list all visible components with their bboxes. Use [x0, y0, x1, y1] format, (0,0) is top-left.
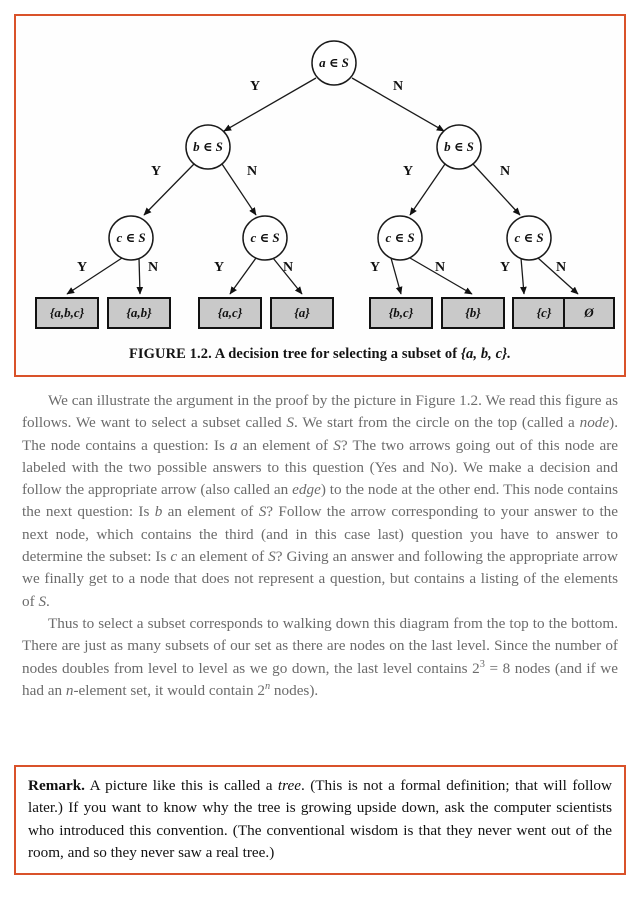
text-run: nodes). [270, 681, 319, 699]
text-run-italic: edge [292, 481, 321, 499]
leaf-b [442, 298, 504, 328]
text-run-italic: a [230, 436, 238, 454]
edge-c3-yes [370, 258, 401, 294]
text-run-italic: n [65, 681, 74, 699]
node-a-in-s [312, 41, 356, 85]
remark-label: Remark. [28, 777, 85, 794]
edge-label-n: N [499, 164, 511, 180]
text-run-italic: S [258, 503, 267, 521]
text-run-italic: S [38, 592, 47, 610]
node-label: c ∈ S [116, 229, 146, 245]
node-c-in-s-2 [243, 216, 287, 260]
leaf-empty-set [564, 298, 614, 328]
text-run-italic: S [333, 436, 341, 454]
edge-c2-yes [214, 258, 256, 294]
leaf-ac [199, 298, 261, 328]
edge-c1-yes [67, 258, 122, 294]
edge-c3-no [410, 258, 472, 294]
edge-label-y: Y [249, 79, 261, 95]
leaf-label: {a} [294, 304, 310, 320]
figure-box [14, 14, 626, 377]
exponent-n: n [264, 680, 271, 692]
edge-root-yes [224, 78, 316, 131]
node-c-in-s-1 [109, 216, 153, 260]
text-run: ? The two arrows going out of this node are labeled with the two possible answers to this question (Yes and No). We make a decision and follow the appropriate arrow (also called an [22, 436, 618, 499]
node-b-in-s-left [186, 125, 230, 169]
text-run-italic: b [154, 503, 163, 521]
text-run: Thus to select a subset corresponds to walking down this diagram from the top to the bottom. There are just as many subsets of our set as there are nodes on the last level. Since the number of nodes doubles from level to level as we go down, the last level contains 2 [22, 614, 618, 677]
node-c-in-s-3 [378, 216, 422, 260]
leaf-label: {c} [536, 304, 552, 320]
edge-b-right-no [473, 164, 520, 215]
exponent-3: 3 [479, 658, 485, 670]
figure-caption [16, 346, 624, 363]
edge-label-y: Y [499, 260, 511, 276]
leaf-abc [36, 298, 98, 328]
text-run: ? Giving an answer and following the appropriate arrow we finally get to a node that does not represent a question, but contains a listing of the elements of [22, 548, 618, 610]
text-run-italic: c [170, 548, 178, 566]
text-run: an element of [162, 503, 259, 521]
text-run: ? Follow the arrow corresponding to your answer to the next node, which contains the third (and in this case last) question you have to answer to determine the subset: Is [22, 503, 618, 566]
figure-caption-set: {a, b, c}. [460, 346, 512, 362]
decision-tree-diagram [16, 16, 624, 346]
text-run-italic: tree [277, 777, 301, 794]
text-run: = 8 nodes (and if we had an [22, 659, 618, 699]
leaf-label: {a,b} [126, 304, 152, 320]
text-run-italic: node [579, 414, 610, 432]
text-run: We can illustrate the argument in the proof by the picture in Figure 1.2. We read this figure as follows. We want to select a subset called [22, 392, 618, 432]
leaf-label: Ø [584, 304, 594, 320]
edge-label-y: Y [213, 260, 225, 276]
leaf-label: {b,c} [388, 304, 414, 320]
leaf-a [271, 298, 333, 328]
node-label: c ∈ S [385, 229, 415, 245]
text-run: A picture like this is called a [84, 777, 278, 794]
node-label: c ∈ S [250, 229, 280, 245]
node-label: b ∈ S [193, 138, 223, 154]
text-run-italic: S [286, 414, 295, 432]
remark-text [28, 775, 612, 864]
node-c-in-s-4 [507, 216, 551, 260]
edge-b-right-yes [403, 164, 445, 215]
node-label: c ∈ S [514, 229, 544, 245]
edge-label-n: N [147, 260, 159, 276]
edge-c4-no [538, 258, 578, 294]
node-b-in-s-right [437, 125, 481, 169]
body-text [22, 390, 618, 702]
edge-label-y: Y [402, 164, 414, 180]
edge-c4-yes [500, 258, 524, 294]
leaf-label: {a,b,c} [49, 304, 85, 320]
edge-label-y: Y [150, 164, 162, 180]
edge-label-n: N [434, 260, 446, 276]
edge-label-y: Y [76, 260, 88, 276]
edge-label-y: Y [369, 260, 381, 276]
edge-b-left-yes [144, 164, 194, 215]
edge-label-n: N [246, 164, 258, 180]
edge-label-n: N [282, 260, 294, 276]
edge-label-n: N [555, 260, 567, 276]
edge-root-no [352, 78, 444, 131]
text-run: ) to the node at the other end. This node contains the next question: Is [22, 481, 618, 521]
figure-caption-text: A decision tree for selecting a subset of [214, 346, 458, 362]
text-run: ). The node contains a question: Is [22, 414, 618, 454]
text-run: an element of [237, 436, 334, 454]
text-run-italic: S [268, 548, 276, 566]
text-run: -element set, it would contain 2 [73, 681, 265, 699]
paragraph-2 [22, 613, 618, 702]
text-run: . [46, 592, 50, 610]
paragraph-1 [22, 390, 618, 613]
text-run: an element of [177, 548, 269, 566]
text-run: . (This is not a formal definition; that will follow later.) If you want to know why the tree is growing upside down, ask the computer scientists who introduced this convention. (The conventional wisdom is that they never went out of the room, and so they never saw a real tree.) [28, 777, 612, 861]
text-run: . We start from the circle on the top (called a [294, 414, 580, 432]
edge-label-n: N [392, 79, 404, 95]
leaf-ab [108, 298, 170, 328]
remark-box [14, 765, 626, 875]
figure-caption-prefix: FIGURE 1.2. [128, 346, 212, 362]
edge-c1-no [139, 258, 158, 294]
leaf-bc [370, 298, 432, 328]
node-label: a ∈ S [319, 54, 349, 70]
leaf-label: {a,c} [217, 304, 243, 320]
node-label: b ∈ S [444, 138, 474, 154]
leaf-label: {b} [465, 304, 481, 320]
edge-c2-no [273, 258, 302, 294]
edge-b-left-no [222, 164, 257, 215]
